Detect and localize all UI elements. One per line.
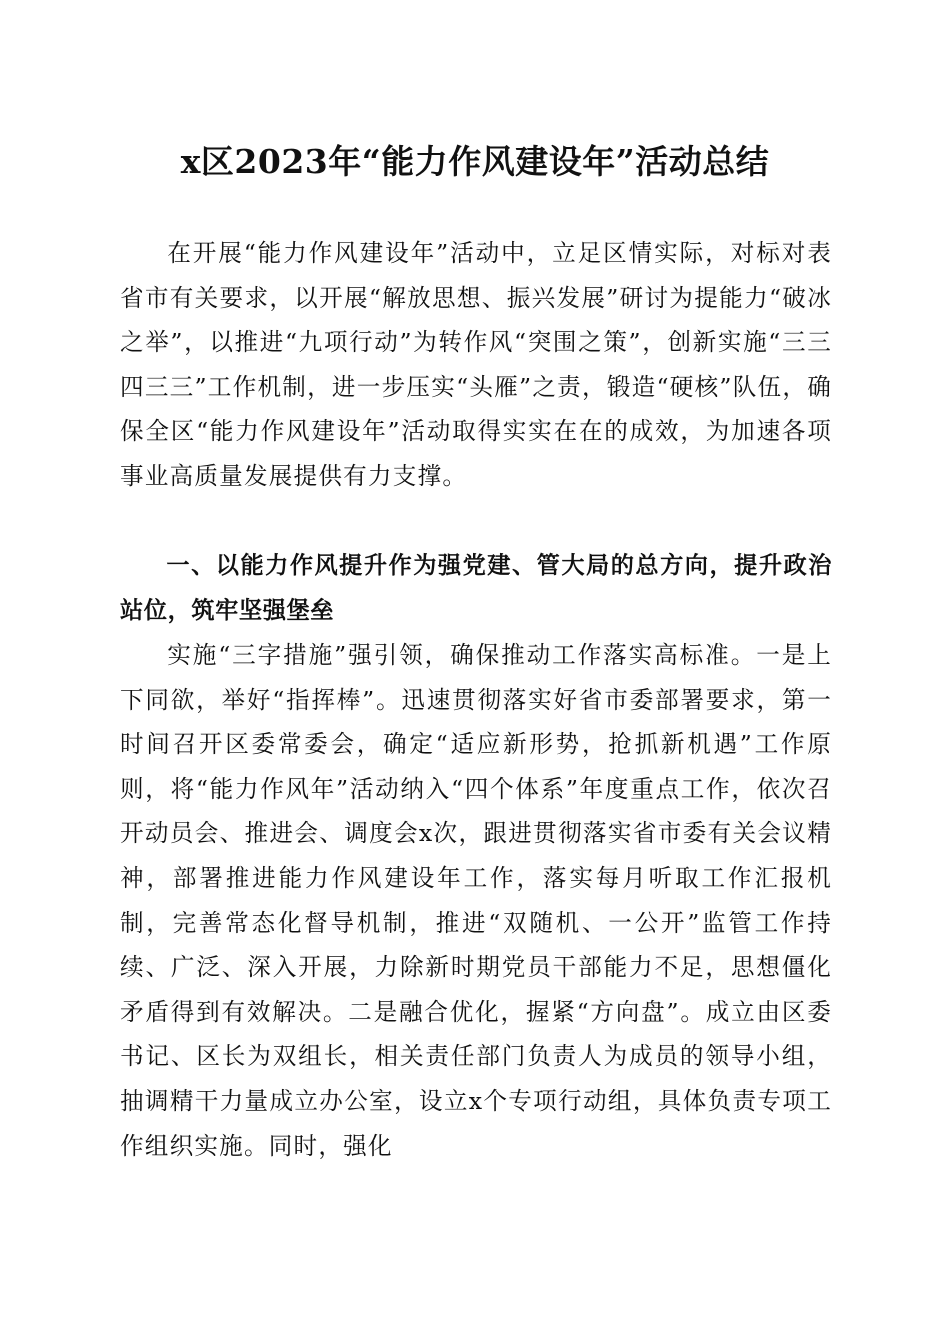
document-title: x区2023年“能力作风建设年”活动总结 <box>180 142 770 181</box>
section-1-paragraph: 实施“三字措施”强引领，确保推动工作落实高标准。一是上下同欲，举好“指挥棒”。迅速贯彻落实好省市委部署要求，第一时间召开区委常委会，确定“适应新形势，抢抓新机遇”工作原则，将“能力作风年”活动纳入“四个体系”年度重点工作，依次召开动员会、推进会、调度会x次，跟进贯彻落实省市委有关会议精神，部署推进能力作风建设年工作，落实每月听取工作汇报机制，完善常态化督导机制，推进“双随机、一公开”监管工作持续、广泛、深入开展，力除新时期党员干部能力不足，思想僵化矛盾得到有效解决。二是融合优化，握紧“方向盘”。成立由区委书记、区长为双组长，相关责任部门负责人为成员的领导小组，抽调精干力量成立办公室，设立x个专项行动组，具体负责专项工作组织实施。同时，强化 <box>120 641 832 1160</box>
intro-paragraph: 在开展“能力作风建设年”活动中，立足区情实际，对标对表省市有关要求，以开展“解放思想、振兴发展”研讨为提能力“破冰之举”，以推进“九项行动”为转作风“突围之策”，创新实施“三三四三三”工作机制，进一步压实“头雁”之责，锻造“硬核”队伍，确保全区“能力作风建设年”活动取得实实在在的成效，为加速各项事业高质量发展提供有力支撑。 <box>120 239 832 490</box>
section-heading-1: 一、以能力作风提升作为强党建、管大局的总方向，提升政治站位，筑牢坚强堡垒 <box>120 552 832 624</box>
